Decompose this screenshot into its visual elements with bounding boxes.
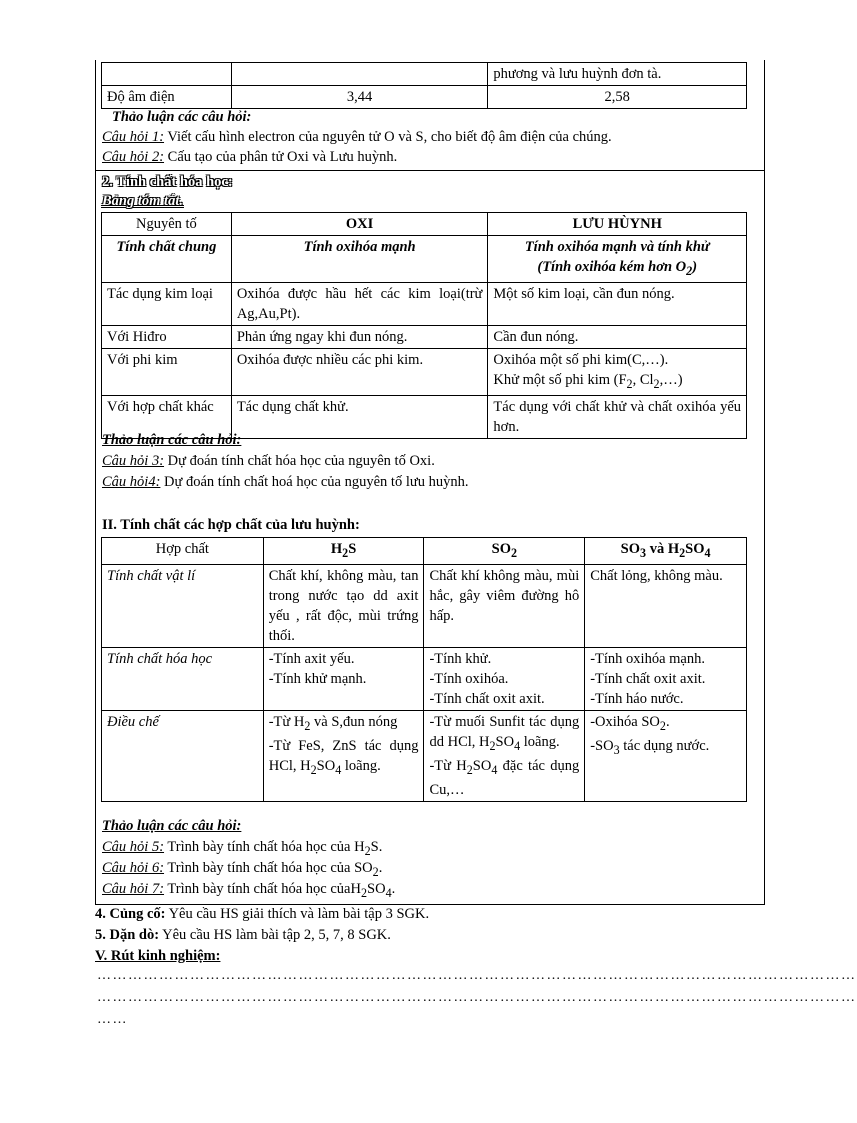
discussion-title: Thảo luận các câu hỏi:	[102, 818, 242, 834]
chemical-props-table	[101, 212, 747, 439]
table-cell: phương và lưu huỳnh đơn tà.	[488, 63, 747, 86]
table-cell: 2,58	[488, 86, 747, 109]
table-row	[102, 538, 747, 565]
table-cell: -Tính oxihóa mạnh. -Tính chất oxit axit. -Tính háo nước.	[585, 647, 747, 710]
table-header: Nguyên tố	[102, 213, 232, 236]
table-cell: Oxihóa được hầu hết các kim loại(trừ Ag,Au,Pt).	[231, 282, 488, 325]
table-row	[102, 86, 747, 109]
table-cell: Tính oxihóa mạnh	[231, 236, 488, 283]
table-cell: Độ âm điện	[102, 86, 232, 109]
question-4: Câu hỏi4: Dự đoán tính chất hoá học của nguyên tố lưu huỳnh.	[102, 474, 469, 490]
table-header: $SO_2$	[424, 538, 585, 565]
compounds-table	[101, 537, 747, 802]
table-row	[102, 236, 747, 283]
table-row	[102, 325, 747, 348]
question-5: Câu hỏi 5: Trình bày tính chất hóa học của $H_2S$.	[102, 839, 383, 858]
table-cell: -Từ muối Sunfit tác dụng dd HCl, $H_2SO_4$ loãng. -Từ $H_2SO_4$ đặc tác dụng Cu,…	[424, 710, 585, 801]
table-header: $H_2S$	[263, 538, 424, 565]
table-cell: Tác dụng chất khử.	[231, 395, 488, 438]
table-cell: -Từ $H_2$ và S,đun nóng -Từ FeS, ZnS tác dụng HCl, $H_2SO_4$ loãng.	[263, 710, 424, 801]
consolidation-line: 4. Củng cố: Yêu cầu HS giải thích và làm bài tập 3 SGK.	[95, 906, 430, 922]
table-header: Hợp chất	[102, 538, 264, 565]
table-cell: -Tính axit yếu. -Tính khử mạnh.	[263, 647, 424, 710]
table-row	[102, 63, 747, 86]
table-cell: Tác dụng kim loại	[102, 282, 232, 325]
table-row	[102, 564, 747, 647]
table-cell	[102, 63, 232, 86]
table-cell: Chất khí, không màu, tan trong nước tạo dd axit yếu , rất độc, mùi trứng thối.	[263, 564, 424, 647]
table-cell: 3,44	[231, 86, 488, 109]
blank-dots-line: …………………………………………………………………………………………………………………………………	[97, 968, 857, 983]
table-cell: Oxihóa một số phi kim(C,…). Khử một số phi kim ($F_2$, $Cl_2,\dots$)	[488, 348, 747, 395]
table-cell: Oxihóa được nhiều các phi kim.	[231, 348, 488, 395]
table-cell: Phản ứng ngay khi đun nóng.	[231, 325, 488, 348]
blank-dots-line: …………………………………………………………………………………………………………………………………	[97, 990, 857, 1005]
question-7: Câu hỏi 7: Trình bày tính chất hóa học $củaH_2SO_4$.	[102, 881, 396, 900]
table-cell: Tính oxihóa mạnh và tính khử (Tính oxihóa kém hơn $O_2$)	[488, 236, 747, 283]
table-cell: Tác dụng với chất khử và chất oxihóa yếu hơn.	[488, 395, 747, 438]
question-6: Câu hỏi 6: Trình bày tính chất hóa học của $SO_2$.	[102, 860, 383, 879]
table-cell: Điều chế	[102, 710, 264, 801]
divider	[95, 170, 764, 171]
discussion-title: Thảo luận các câu hỏi:	[102, 432, 242, 448]
question-2: Câu hỏi 2: Cấu tạo của phân tử Oxi và Lưu huỳnh.	[102, 149, 398, 165]
table-cell: Chất khí không màu, mùi hắc, gây viêm đường hô hấp.	[424, 564, 585, 647]
blank-dots-line: ……	[97, 1012, 128, 1027]
table-row	[102, 647, 747, 710]
table-header: LƯU HÙYNH	[488, 213, 747, 236]
table-row	[102, 348, 747, 395]
section-subtitle: Bảng tóm tắt.	[102, 193, 183, 209]
table-cell: Với hợp chất khác	[102, 395, 232, 438]
discussion-title: Thảo luận các câu hỏi:	[112, 109, 252, 125]
table-row	[102, 710, 747, 801]
table-cell: Với Hiđro	[102, 325, 232, 348]
section-title: 2. Tính chất hóa học:	[102, 174, 233, 190]
experience-heading: V. Rút kinh nghiệm:	[95, 948, 221, 964]
table-cell: Tính chất chung	[102, 236, 232, 283]
table-row	[102, 282, 747, 325]
table-cell: Chất lỏng, không màu.	[585, 564, 747, 647]
table-cell: Với phi kim	[102, 348, 232, 395]
table-cell: Cần đun nóng.	[488, 325, 747, 348]
homework-line: 5. Dặn dò: Yêu cầu HS làm bài tập 2, 5, 7, 8 SGK.	[95, 927, 391, 943]
table-header: $SO_3$ và $H_2SO_4$	[585, 538, 747, 565]
physical-props-table	[101, 62, 747, 109]
table-cell: Tính chất vật lí	[102, 564, 264, 647]
table-cell: Một số kim loại, cần đun nóng.	[488, 282, 747, 325]
question-1: Câu hỏi 1: Viết cấu hình electron của nguyên tử O và S, cho biết độ âm điện của chúng.	[102, 129, 612, 145]
table-row	[102, 213, 747, 236]
section-title: II. Tính chất các hợp chất của lưu huỳnh:	[102, 517, 360, 533]
table-cell: Tính chất hóa học	[102, 647, 264, 710]
question-3: Câu hỏi 3: Dự đoán tính chất hóa học của nguyên tố Oxi.	[102, 453, 435, 469]
table-cell	[231, 63, 488, 86]
table-cell: -Tính khử. -Tính oxihóa. -Tính chất oxit axit.	[424, 647, 585, 710]
table-header: OXI	[231, 213, 488, 236]
table-cell: -Oxihóa $SO_2$. $-SO_3$ tác dụng nước.	[585, 710, 747, 801]
